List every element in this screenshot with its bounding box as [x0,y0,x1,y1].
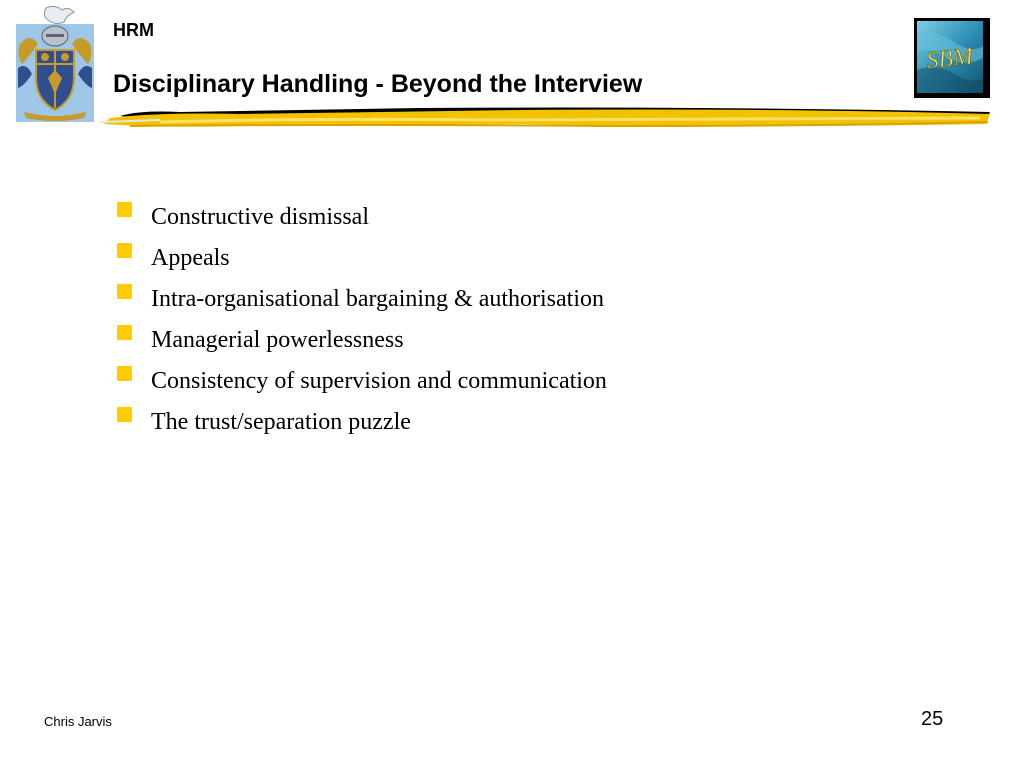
slide-title: Disciplinary Handling - Beyond the Interview [113,70,643,98]
university-crest-logo [16,4,94,122]
bullet-text: Consistency of supervision and communication [151,368,607,394]
square-bullet-icon [117,202,132,217]
page-number: 25 [921,708,944,730]
bullet-text: Appeals [151,245,230,271]
bullet-text: Managerial powerlessness [151,327,404,353]
bullet-text: Intra-organisational bargaining & authorisation [151,286,604,312]
bullet-text: The trust/separation puzzle [151,409,411,435]
square-bullet-icon [117,284,132,299]
bullet-text: Constructive dismissal [151,204,369,230]
square-bullet-icon [117,325,132,340]
square-bullet-icon [117,366,132,381]
square-bullet-icon [117,243,132,258]
course-label: HRM [113,20,154,40]
square-bullet-icon [117,407,132,422]
sbm-logo [914,18,990,98]
sbm-logo-text: SBM [925,43,975,75]
footer-author: Chris Jarvis [44,714,112,729]
title-brush-divider [100,102,992,132]
